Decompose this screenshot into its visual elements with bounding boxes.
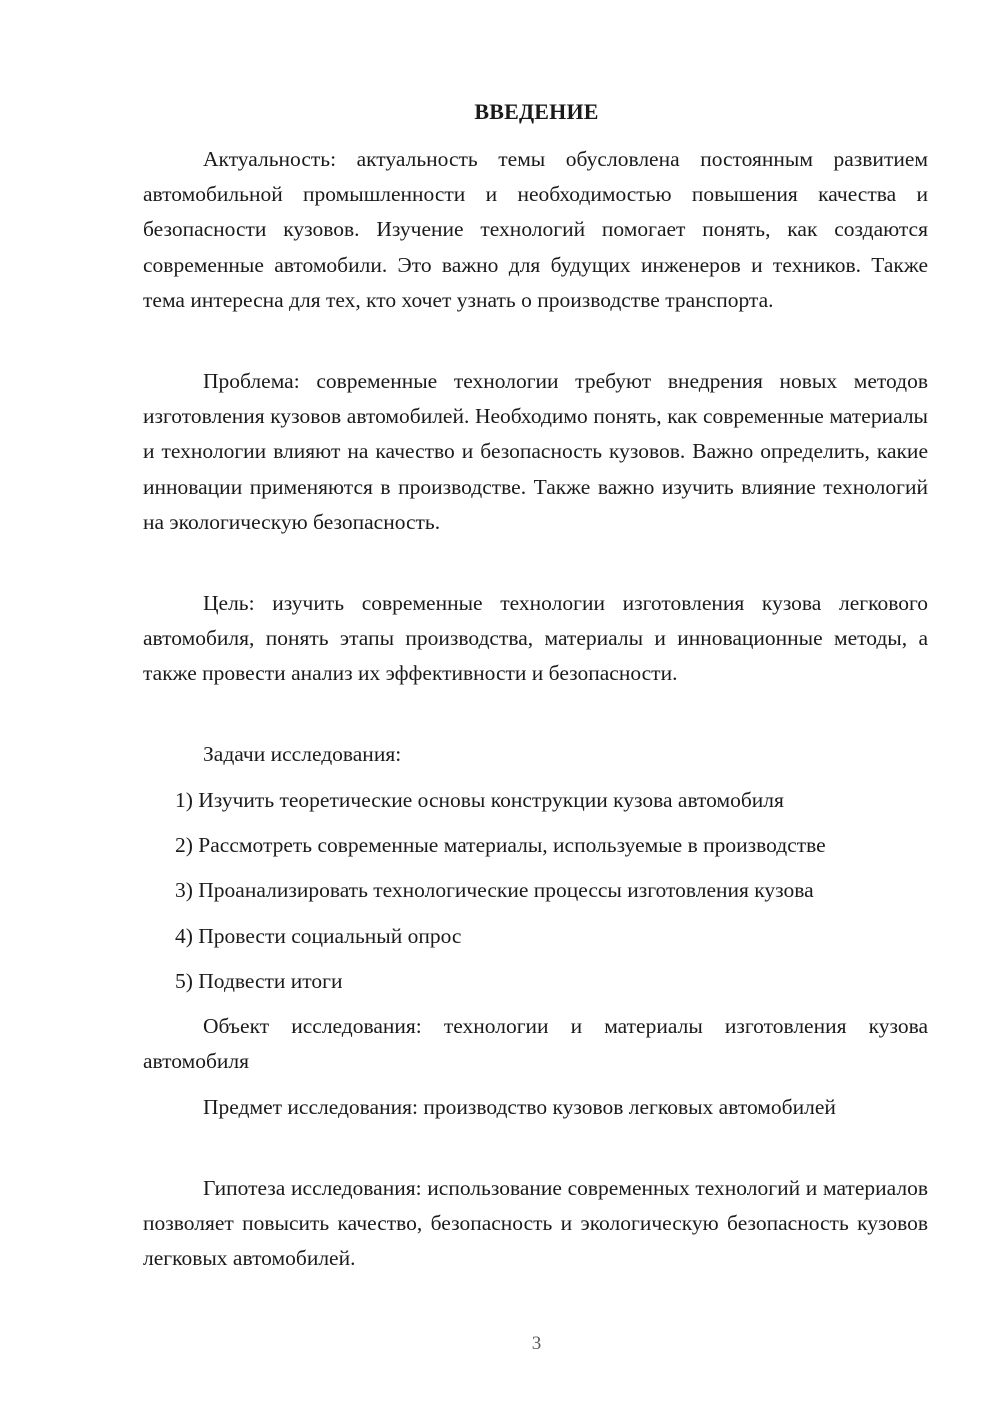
subject-paragraph: Предмет исследования: производство кузовов легковых автомобилей <box>203 1095 836 1119</box>
tasks-heading: Задачи исследования: <box>203 742 402 766</box>
task-item-5: 5) Подвести итоги <box>175 969 343 993</box>
page-title: ВВЕДЕНИЕ <box>474 99 599 124</box>
task-item-2: 2) Рассмотреть современные материалы, используемые в производстве <box>175 833 826 857</box>
page-number: 3 <box>531 1333 542 1354</box>
task-item-4: 4) Провести социальный опрос <box>175 924 462 948</box>
task-item-3: 3) Проанализировать технологические процессы изготовления кузова <box>175 878 814 902</box>
problem-paragraph: Проблема: современные технологии требуют внедрения новых методов изготовления кузовов автомобилей. Необходимо понять, как современные материалы и технологии влияют на качество и безопасность кузовов. Важно определить, какие инновации применяются в производстве. Также важно изучить влияние технологий на экологическую безопасность. <box>143 369 928 534</box>
task-item-1: 1) Изучить теоретические основы конструкции кузова автомобиля <box>175 788 784 812</box>
goal-paragraph: Цель: изучить современные технологии изготовления кузова легкового автомобиля, понять этапы производства, материалы и инновационные методы, а также провести анализ их эффективности и безопасности. <box>143 591 928 686</box>
relevance-paragraph: Актуальность: актуальность темы обусловлена постоянным развитием автомобильной промышленности и необходимостью повышения качества и безопасности кузовов. Изучение технологий помогает понять, как создаются современные автомобили. Это важно для будущих инженеров и техников. Также тема интересна для тех, кто хочет узнать о производстве транспорта. <box>143 147 928 312</box>
object-paragraph: Объект исследования: технологии и материалы изготовления кузова автомобиля <box>143 1014 928 1074</box>
hypothesis-paragraph: Гипотеза исследования: использование современных технологий и материалов позволяет повысить качество, безопасность и экологическую безопасность кузовов легковых автомобилей. <box>143 1176 928 1271</box>
